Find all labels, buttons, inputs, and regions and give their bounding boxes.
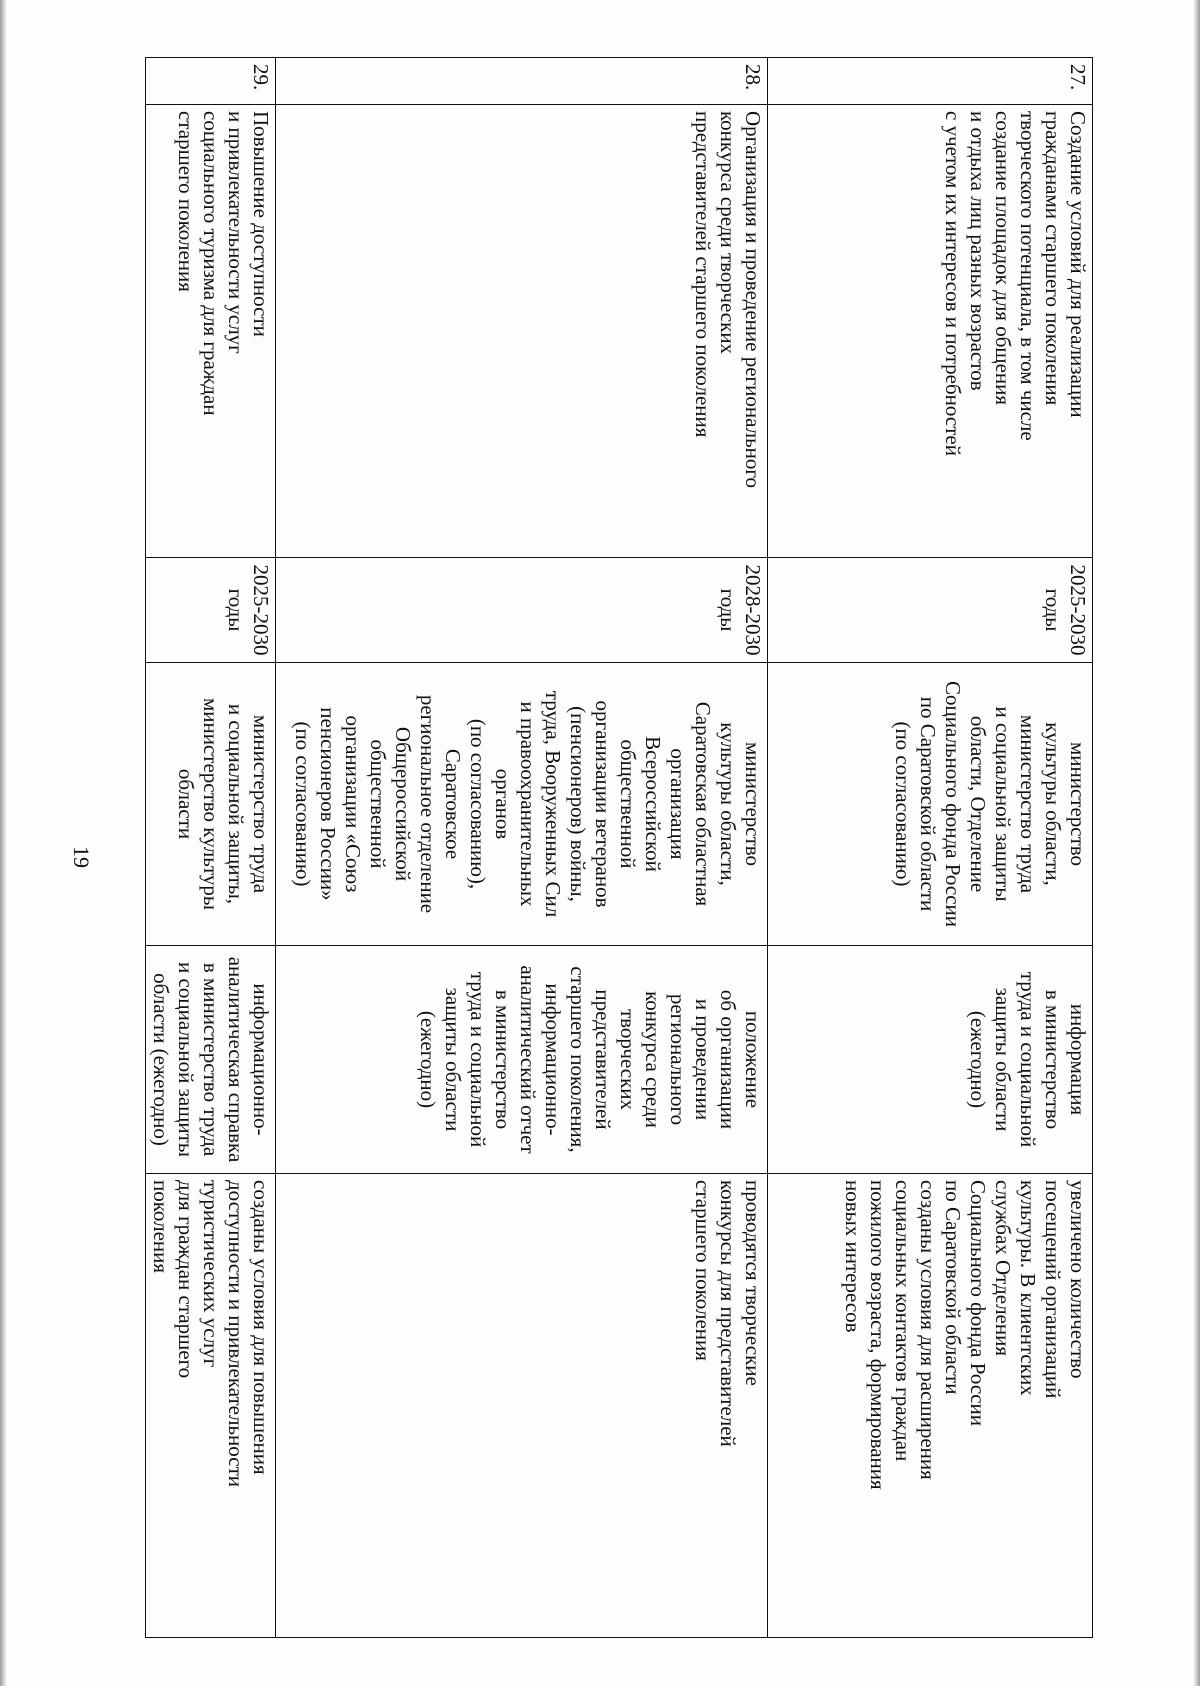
- text-line: и отдыха лиц разных возрастов: [966, 111, 990, 391]
- cell-expected-result: [768, 1174, 1093, 1638]
- text-line: организации ветеранов: [591, 700, 615, 908]
- text-line: (по согласованию),: [466, 718, 490, 890]
- text-line: творческих: [616, 1008, 640, 1111]
- text-line: Организация и проведение регионального: [741, 111, 765, 488]
- text-line: Всероссийской: [641, 736, 665, 872]
- page-number: 19: [69, 846, 94, 868]
- cell-executors: [276, 663, 768, 946]
- table-row: [146, 58, 276, 1638]
- text-line: социальных контактов граждан: [891, 1180, 915, 1462]
- text-line: в министерство: [1041, 989, 1065, 1130]
- text-line: представителей старшего поколения: [691, 111, 715, 438]
- text-line: проводятся творческие: [741, 1180, 765, 1386]
- row-number: 27.: [1066, 64, 1090, 91]
- text-line: посещений организаций: [1041, 1180, 1065, 1399]
- cell-term: [146, 558, 276, 663]
- text-line: и социальной защиты: [991, 706, 1015, 902]
- text-line: об организации: [716, 989, 740, 1130]
- text-line: и привлекательности услуг: [224, 111, 248, 354]
- text-line: области (ежегодно): [149, 973, 173, 1146]
- text-line: организация: [666, 748, 690, 860]
- text-line: годы: [1041, 588, 1065, 632]
- text-line: и правоохранительных: [516, 701, 540, 907]
- action-plan-table: [145, 57, 1093, 1638]
- text-line: защиты области: [991, 987, 1015, 1132]
- text-line: создание площадок для общения: [991, 111, 1015, 406]
- text-line: Саратовская областная: [691, 701, 715, 907]
- text-line: 2025-2030: [1066, 564, 1090, 656]
- text-line: информационно-: [249, 983, 273, 1136]
- cell-executors: [768, 663, 1093, 946]
- text-line: Общероссийской: [391, 726, 415, 882]
- text-line: (по согласованию): [891, 721, 915, 887]
- text-line: культуры области,: [716, 722, 740, 886]
- text-line: (ежегодно): [966, 1010, 990, 1109]
- text-line: созданы условия для повышения: [249, 1180, 273, 1475]
- cell-event: [276, 105, 768, 558]
- text-line: туристических услуг: [199, 1180, 223, 1368]
- text-line: общественной: [366, 739, 390, 869]
- row-number: 28.: [741, 64, 765, 91]
- cell-number: [146, 58, 276, 105]
- text-line: информационно-: [541, 983, 565, 1136]
- text-line: области, Отделение: [966, 715, 990, 893]
- text-line: старшего поколения,: [566, 966, 590, 1153]
- cell-term: [768, 558, 1093, 663]
- text-line: информация: [1066, 1003, 1090, 1116]
- scan-right-edge: [1193, 0, 1200, 1686]
- text-line: (по согласованию): [291, 721, 315, 887]
- text-line: конкурса среди: [641, 991, 665, 1128]
- text-line: по Саратовской области: [916, 696, 940, 912]
- text-line: региональное отделение: [416, 694, 440, 914]
- cell-number: [276, 58, 768, 105]
- cell-executors: [146, 663, 276, 946]
- text-line: и социальной защиты,: [224, 703, 248, 905]
- text-line: представителей: [591, 989, 615, 1130]
- text-line: труда и социальной: [466, 971, 490, 1148]
- cell-expected-result: [146, 1174, 276, 1638]
- text-line: новых интересов: [841, 1180, 865, 1333]
- text-line: защиты области: [441, 987, 465, 1132]
- text-line: органов: [491, 768, 515, 840]
- text-line: с учетом их интересов и потребностей: [941, 111, 965, 456]
- text-line: области: [174, 768, 198, 840]
- text-line: в министерство: [491, 989, 515, 1130]
- text-line: 2028-2030: [741, 564, 765, 656]
- text-line: службах Отделения: [991, 1180, 1015, 1357]
- text-line: старшего поколения: [691, 1180, 715, 1361]
- text-line: министерство культуры: [199, 697, 223, 911]
- text-line: по Саратовской области: [941, 1180, 965, 1395]
- table-body: [146, 58, 1093, 1638]
- cell-number: [768, 58, 1093, 105]
- text-line: организации «Союз: [341, 715, 365, 893]
- table-row: [276, 58, 768, 1638]
- cell-term: [276, 558, 768, 663]
- text-line: Социального фонда России: [941, 680, 965, 928]
- text-line: министерство труда: [1016, 714, 1040, 894]
- text-line: пожилого возраста, формирования: [866, 1180, 890, 1490]
- text-line: положение: [741, 1010, 765, 1109]
- text-line: и социальной защиты: [174, 962, 198, 1157]
- text-line: Создание условий для реализации: [1066, 111, 1090, 418]
- scan-left-edge: [0, 0, 7, 1686]
- text-line: 2025-2030: [249, 564, 273, 656]
- text-line: конкурса среди творческих: [716, 111, 740, 355]
- text-line: (ежегодно): [416, 1010, 440, 1109]
- text-line: регионального: [666, 993, 690, 1126]
- text-line: (пенсионеров) войны,: [566, 706, 590, 902]
- cell-event: [146, 105, 276, 558]
- text-line: Социального фонда России: [966, 1180, 990, 1427]
- cell-report-form: [768, 946, 1093, 1174]
- text-line: труда и социальной: [1016, 971, 1040, 1148]
- rotated-sheet: [149, 57, 1093, 1627]
- text-line: социального туризма для граждан: [199, 111, 223, 416]
- text-line: труда, Вооруженных Сил: [541, 690, 565, 918]
- text-line: годы: [224, 588, 248, 632]
- text-line: министерство: [741, 741, 765, 867]
- text-line: конкурсы для представителей: [716, 1180, 740, 1447]
- text-line: доступности и привлекательности: [224, 1180, 248, 1488]
- text-line: пенсионеров России»: [316, 707, 340, 901]
- text-line: и проведении: [691, 998, 715, 1121]
- text-line: в министерство труда: [199, 962, 223, 1157]
- text-line: министерство: [1066, 741, 1090, 867]
- cell-report-form: [146, 946, 276, 1174]
- text-line: министерство труда: [249, 714, 273, 894]
- text-line: творческого потенциала, в том числе: [1016, 111, 1040, 441]
- row-number: 29.: [249, 64, 273, 91]
- table-row: [768, 58, 1093, 1638]
- cell-report-form: [276, 946, 768, 1174]
- text-line: аналитический отчет: [516, 965, 540, 1154]
- text-line: общественной: [616, 739, 640, 869]
- text-line: поколения: [149, 1180, 173, 1274]
- cell-expected-result: [276, 1174, 768, 1638]
- text-line: Повышение доступности: [249, 111, 273, 337]
- text-line: годы: [716, 588, 740, 632]
- cell-event: [768, 105, 1093, 558]
- text-line: гражданами старшего поколения: [1041, 111, 1065, 406]
- text-line: созданы условия для расширения: [916, 1180, 940, 1480]
- text-line: Саратовское: [441, 748, 465, 860]
- text-line: аналитическая справка: [224, 956, 248, 1163]
- text-line: культуры области,: [1041, 722, 1065, 886]
- text-line: для граждан старшего: [174, 1180, 198, 1379]
- text-line: старшего поколения: [174, 111, 198, 292]
- text-line: культуры. В клиентских: [1016, 1180, 1040, 1396]
- text-line: увеличено количество: [1066, 1180, 1090, 1379]
